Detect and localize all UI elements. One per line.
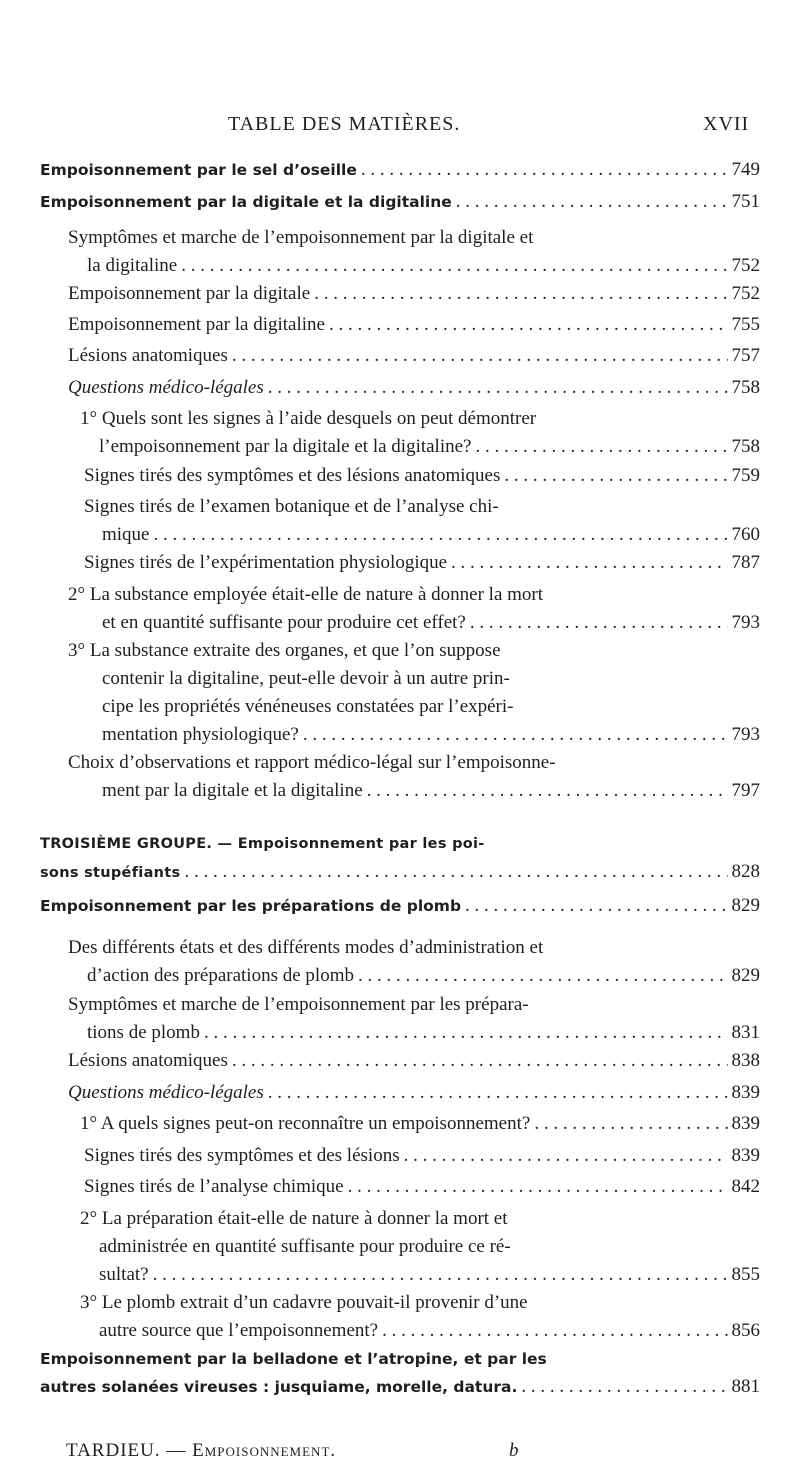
toc-entry-line [68, 1081, 760, 1109]
leader-dots [521, 1375, 727, 1399]
toc-page-number: 797 [731, 780, 760, 801]
toc-entry-text: et en quantité suffisante pour produire cet effet? [102, 612, 466, 633]
leader-dots [181, 254, 727, 278]
toc-entry-line [68, 936, 712, 964]
toc-entry-text: Questions médico-légales [68, 377, 264, 398]
toc-entry-line [68, 226, 712, 254]
toc-entry-line [68, 583, 712, 611]
toc-entry-text: d’action des préparations de plomb [87, 965, 354, 986]
toc-entry-line [40, 894, 760, 922]
toc-entry-text: Signes tirés de l’expérimentation physiologique [84, 552, 448, 573]
toc-page-number: 759 [731, 465, 760, 486]
running-header [0, 113, 800, 143]
toc-entry-text: cipe les propriétés vénéneuses constatées par l’expéri- [102, 696, 514, 717]
toc-entry-text: Signes tirés de l’examen botanique et de l’analyse chi- [84, 496, 499, 517]
leader-dots [268, 376, 728, 400]
toc-page-number: 755 [731, 314, 760, 335]
toc-entry-line [87, 964, 760, 992]
toc-entry-text: Symptômes et marche de l’empoisonnement par la digitale et [68, 227, 534, 248]
toc-entry-line [80, 407, 712, 435]
toc-entry-line [68, 313, 760, 341]
leader-dots [268, 1081, 728, 1105]
toc-entry-text: Signes tirés de l’analyse chimique [84, 1176, 344, 1197]
toc-entry-line [40, 1375, 760, 1403]
toc-page-number: 752 [731, 255, 760, 276]
toc-page-number: 829 [731, 965, 760, 986]
toc-entry-line [84, 551, 760, 579]
leader-dots [348, 1175, 728, 1199]
toc-entry-text: Empoisonnement par le sel d’oseille [40, 161, 357, 179]
leader-dots [470, 611, 728, 635]
footer-author-name: TARDIEU. [66, 1440, 161, 1461]
toc-entry-text: Lésions anatomiques [68, 1050, 228, 1071]
toc-entry-text: sons stupéfiants [40, 865, 181, 881]
leader-dots [232, 344, 728, 368]
toc-page-number: 751 [731, 191, 760, 212]
toc-page-number: 842 [731, 1176, 760, 1197]
toc-entry-text: Empoisonnement par la belladone et l’atropine, et par les [40, 1350, 547, 1368]
leader-dots [404, 1144, 728, 1168]
toc-entry-text: sultat? [99, 1264, 149, 1285]
toc-page-number: 757 [731, 345, 760, 366]
leader-dots [154, 523, 728, 547]
toc-entry-text: 2° La préparation était-elle de nature à donner la mort et [80, 1208, 508, 1229]
toc-entry-line [80, 1112, 760, 1140]
leader-dots [476, 435, 728, 459]
toc-entry-line [102, 611, 760, 639]
toc-entry-text: ment par la digitale et la digitaline [102, 780, 363, 801]
leader-dots [358, 964, 728, 988]
toc-page-number: 758 [731, 436, 760, 457]
leader-dots [303, 723, 728, 747]
toc-entry-text: 3° La substance extraite des organes, et que l’on suppose [68, 640, 501, 661]
header-folio: XVII [703, 113, 750, 135]
toc-entry-line [68, 344, 760, 372]
leader-dots [367, 779, 728, 803]
toc-entry-line [102, 667, 712, 695]
toc-entry-text: contenir la digitaline, peut-elle devoir à un autre prin- [102, 668, 510, 689]
toc-entry-line [40, 190, 760, 218]
toc-entry-line [68, 1049, 760, 1077]
toc-entry-text: 2° La substance employée était-elle de nature à donner la mort [68, 584, 544, 605]
toc-page-number: 787 [731, 552, 760, 573]
toc-entry-text: Signes tirés des symptômes et des lésions [84, 1145, 400, 1166]
toc-entry-line [102, 779, 760, 807]
toc-page-number: 793 [731, 612, 760, 633]
toc-page-number: 855 [731, 1264, 760, 1285]
toc-entry-text: tions de plomb [87, 1022, 200, 1043]
toc-entry-line [84, 464, 760, 492]
toc-entry-line [102, 695, 712, 723]
toc-entry-line [68, 751, 712, 779]
footer-signature: b [509, 1440, 519, 1461]
toc-entry-line [99, 435, 760, 463]
toc-page-number: 760 [731, 524, 760, 545]
leader-dots [456, 190, 728, 214]
toc-entry-text: 1° Quels sont les signes à l’aide desquels on peut démontrer [80, 408, 537, 429]
toc-entry-text: Empoisonnement par la digitaline [68, 314, 325, 335]
toc-page-number: 831 [731, 1022, 760, 1043]
toc-entry-line [84, 495, 712, 523]
toc-entry-line [99, 1319, 760, 1347]
toc-page-number: 838 [731, 1050, 760, 1071]
toc-entry-line [68, 282, 760, 310]
toc-entry-text: mique [102, 524, 150, 545]
toc-page-number: 829 [731, 895, 760, 916]
toc-page-number: 839 [731, 1113, 760, 1134]
toc-entry-text: Empoisonnement par la digitale et la digitaline [40, 193, 452, 211]
toc-entry-line [80, 1207, 712, 1235]
toc-entry-line [68, 993, 712, 1021]
toc-page-number: 856 [731, 1320, 760, 1341]
toc-entry-text: TROISIÈME GROUPE. — Empoisonnement par les poi- [40, 836, 485, 852]
toc-entry-text: Signes tirés des symptômes et des lésions anatomiques [84, 465, 501, 486]
leader-dots [465, 894, 727, 918]
toc-entry-text: 3° Le plomb extrait d’un cadavre pouvait-il provenir d’une [80, 1292, 528, 1313]
toc-page-number: 839 [731, 1082, 760, 1103]
toc-entry-line [68, 376, 760, 404]
leader-dots [153, 1263, 728, 1287]
toc-entry-line [102, 723, 760, 751]
leader-dots [184, 860, 727, 884]
toc-entry-text: Questions médico-légales [68, 1082, 264, 1103]
leader-dots [314, 282, 727, 306]
toc-entry-text: autre source que l’empoisonnement? [99, 1320, 379, 1341]
leader-dots [504, 464, 727, 488]
toc-entry-text: Empoisonnement par les préparations de plomb [40, 897, 462, 915]
leader-dots [361, 158, 728, 182]
leader-dots [232, 1049, 728, 1073]
toc-entry-text: autres solanées vireuses : jusquiame, morelle, datura. [40, 1378, 518, 1396]
toc-entry-text: Empoisonnement par la digitale [68, 283, 311, 304]
toc-page-number: 793 [731, 724, 760, 745]
toc-entry-line [40, 860, 760, 888]
footer-book-title: — Empoisonnement. [166, 1440, 337, 1461]
toc-entry-text: la digitaline [87, 255, 178, 276]
toc-entry-line [87, 254, 760, 282]
toc-entry-text: 1° A quels signes peut-on reconnaître un empoisonnement? [80, 1113, 531, 1134]
toc-entry-line [68, 639, 712, 667]
leader-dots [329, 313, 728, 337]
toc-entry-line [99, 1235, 712, 1263]
header-title: TABLE DES MATIÈRES. [228, 113, 461, 135]
toc-entry-text: mentation physiologique? [102, 724, 299, 745]
toc-entry-text: l’empoisonnement par la digitale et la digitaline? [99, 436, 472, 457]
footer-author [66, 1440, 336, 1462]
toc-entry-text: administrée en quantité suffisante pour produire ce ré- [99, 1236, 511, 1257]
toc-page-number: 881 [731, 1376, 760, 1397]
toc-entry-line [87, 1021, 760, 1049]
toc-page-number: 839 [731, 1145, 760, 1166]
leader-dots [204, 1021, 728, 1045]
toc-page-number: 749 [731, 159, 760, 180]
leader-dots [382, 1319, 727, 1343]
toc-entry-text: Choix d’observations et rapport médico-légal sur l’empoisonne- [68, 752, 556, 773]
toc-entry-text: Symptômes et marche de l’empoisonnement par les prépara- [68, 994, 529, 1015]
toc-page-number: 758 [731, 377, 760, 398]
toc-page-number: 828 [731, 861, 760, 882]
toc-entry-line [40, 158, 760, 186]
leader-dots [534, 1112, 727, 1136]
toc-entry-text: Des différents états et des différents modes d’administration et [68, 937, 544, 958]
toc-entry-line [102, 523, 760, 551]
toc-entry-line [99, 1263, 760, 1291]
toc-entry-line [80, 1291, 712, 1319]
toc-entry-line [40, 832, 712, 860]
toc-entry-text: Lésions anatomiques [68, 345, 228, 366]
toc-entry-line [40, 1347, 712, 1375]
toc-entry-line [84, 1144, 760, 1172]
toc-entry-line [84, 1175, 760, 1203]
toc-page-number: 752 [731, 283, 760, 304]
leader-dots [451, 551, 727, 575]
